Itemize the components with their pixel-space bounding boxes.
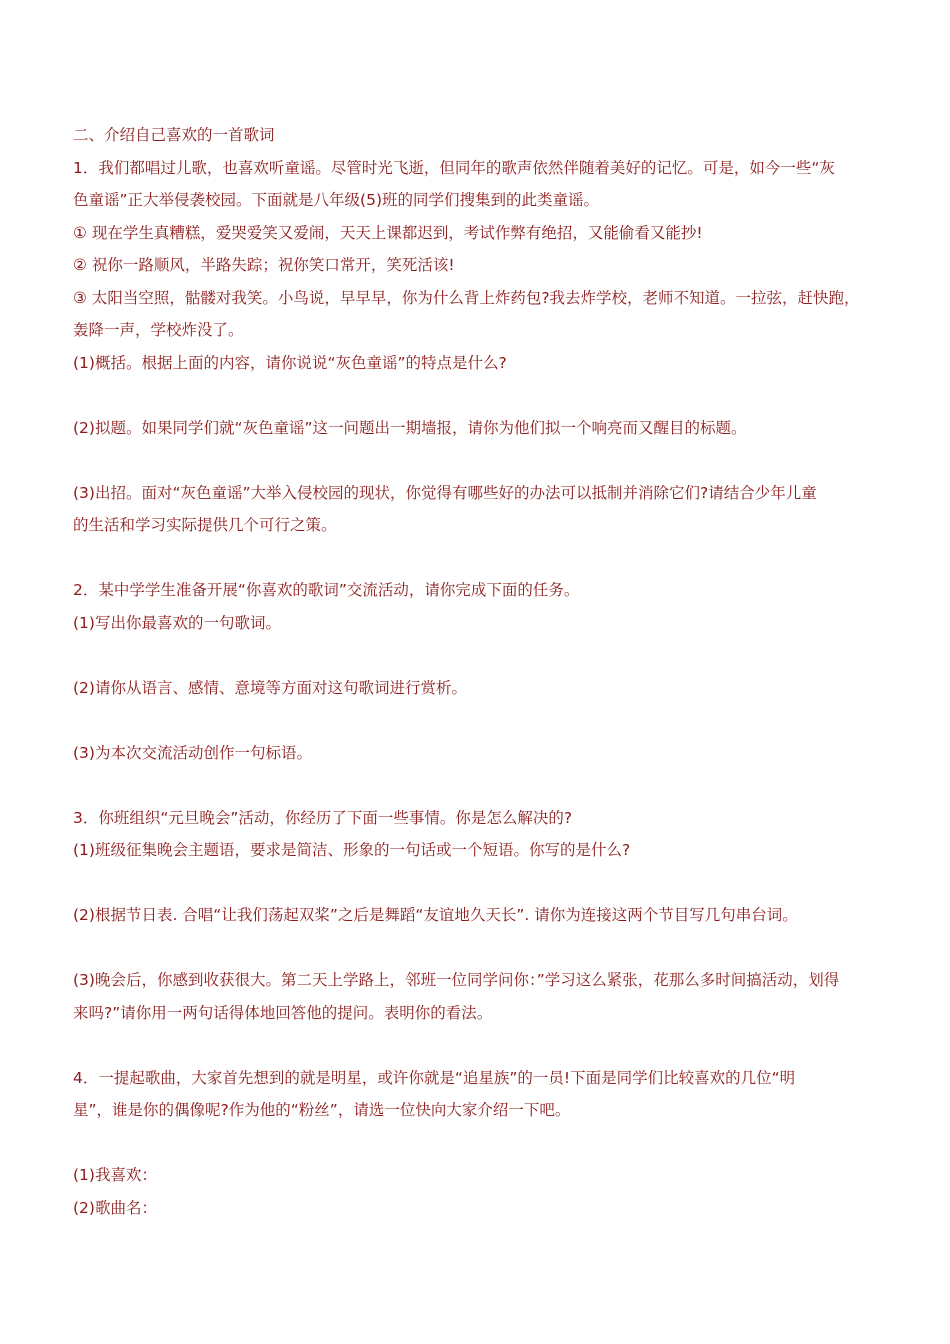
q2-sub-question-1: (1)写出你最喜欢的一句歌词。 xyxy=(73,613,281,632)
q1-sub-question-3-line1: (3)出招。面对“灰色童谣”大举入侵校园的现状，你觉得有哪些好的办法可以抵制并消除它们?请结合少年儿童 xyxy=(73,483,817,502)
q3-sub-question-3-line2: 来吗?”请你用一两句话得体地回答他的提问。表明你的看法。 xyxy=(73,1003,493,1022)
q3-sub-question-3-line1: (3)晚会后，你感到收获很大。第二天上学路上，邻班一位同学问你：”学习这么紧张，花那么多时间搞活动，划得 xyxy=(73,971,840,989)
q1-intro-line1: 1．我们都唱过儿歌，也喜欢听童谣。尽管时光飞逝，但同年的歌声依然伴随着美好的记忆。可是，如今一些“灰 xyxy=(73,158,835,177)
q3-sub-question-2: (2)根据节日表. 合唱“让我们荡起双桨”之后是舞蹈“友谊地久天长”. 请你为连接这两个节目写几句串台词。 xyxy=(73,906,798,924)
q2-sub-question-3: (3)为本次交流活动创作一句标语。 xyxy=(73,743,312,762)
q3-intro: 3．你班组织“元旦晚会”活动，你经历了下面一些事情。你是怎么解决的? xyxy=(73,808,573,827)
question-3 xyxy=(73,802,883,1030)
q3-sub-question-1: (1)班级征集晚会主题语，要求是简洁、形象的一句话或一个短语。你写的是什么? xyxy=(73,841,631,859)
question-4 xyxy=(73,1062,883,1225)
q1-rhyme-2: ② 祝你一路顺风，半路失踪；祝你笑口常开，笑死活该! xyxy=(73,256,455,274)
q2-intro: 2．某中学学生准备开展“你喜欢的歌词”交流活动，请你完成下面的任务。 xyxy=(73,581,580,599)
section-title: 二、介绍自己喜欢的一首歌词 xyxy=(73,126,275,144)
q1-sub-question-1: (1)概括。根据上面的内容，请你说说“灰色童谣”的特点是什么? xyxy=(73,353,507,372)
q4-intro-line2: 星”，谁是你的偶像呢?作为他的“粉丝”，请选一位快向大家介绍一下吧。 xyxy=(73,1101,571,1119)
q2-sub-question-2: (2)请你从语言、感情、意境等方面对这句歌词进行赏析。 xyxy=(73,678,467,697)
q4-sub-question-2: (2)歌曲名： xyxy=(73,1198,157,1217)
q4-intro-line1: 4．一提起歌曲，大家首先想到的就是明星，或许你就是“追星族”的一员!下面是同学们比较喜欢的几位“明 xyxy=(73,1068,796,1087)
q1-rhyme-3-line2: 轰降一声，学校炸没了。 xyxy=(73,321,244,339)
document-page xyxy=(73,0,883,1224)
question-2 xyxy=(73,574,883,769)
question-1 xyxy=(73,152,883,542)
q1-sub-question-2: (2)拟题。如果同学们就“灰色童谣”这一问题出一期墙报，请你为他们拟一个响亮而又醒目的标题。 xyxy=(73,418,747,437)
q1-rhyme-1: ① 现在学生真糟糕，爱哭爱笑又爱闹，天天上课都迟到，考试作弊有绝招，又能偷看又能抄! xyxy=(73,223,703,242)
q1-rhyme-3-line1: ③ 太阳当空照，骷髅对我笑。小鸟说，早早早，你为什么背上炸药包?我去炸学校，老师不知道。一拉弦，赶快跑， xyxy=(73,288,860,307)
q1-sub-question-3-line2: 的生活和学习实际提供几个可行之策。 xyxy=(73,516,337,534)
q4-sub-question-1: (1)我喜欢： xyxy=(73,1166,157,1184)
q1-intro-line2: 色童谣”正大举侵袭校园。下面就是八年级(5)班的同学们搜集到的此类童谣。 xyxy=(73,191,599,209)
